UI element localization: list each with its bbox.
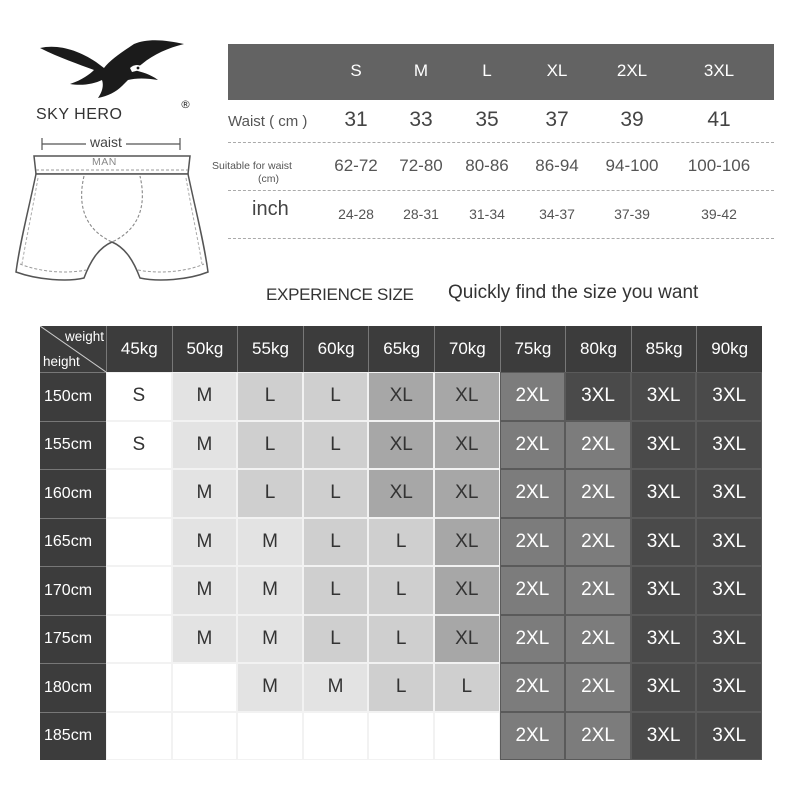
inch-cell: 34-37 xyxy=(539,206,575,222)
size-cell: 2XL xyxy=(500,469,566,518)
height-axis-label: height xyxy=(43,354,80,369)
size-cell: M xyxy=(303,663,369,712)
size-cell: 2XL xyxy=(500,566,566,615)
size-cell: XL xyxy=(434,615,500,664)
height-header: 165cm xyxy=(40,518,106,567)
size-cell: L xyxy=(303,372,369,421)
divider-1 xyxy=(228,142,774,143)
size-cell: L xyxy=(368,518,434,567)
weight-header: 90kg xyxy=(696,326,762,372)
waist-label: waist xyxy=(86,134,126,150)
size-header-s: S xyxy=(350,61,362,80)
size-cell: XL xyxy=(368,372,434,421)
size-header-l: L xyxy=(482,61,492,80)
size-cell: XL xyxy=(434,372,500,421)
suitable-waist-cell: 62-72 xyxy=(334,156,378,175)
size-cell: 3XL xyxy=(696,372,762,421)
size-cell: L xyxy=(368,566,434,615)
size-cell: 3XL xyxy=(631,712,697,761)
size-cell: 3XL xyxy=(565,372,631,421)
suitable-waist-cell: 86-94 xyxy=(535,156,579,175)
size-cell: M xyxy=(237,663,303,712)
size-cell: L xyxy=(303,615,369,664)
experience-subtitle: Quickly find the size you want xyxy=(448,282,699,303)
size-cell: M xyxy=(172,615,238,664)
size-cell xyxy=(106,712,172,761)
inch-cell: 28-31 xyxy=(403,206,439,222)
size-cell: 3XL xyxy=(631,663,697,712)
size-cell: L xyxy=(303,421,369,470)
size-cell: 2XL xyxy=(565,712,631,761)
inch-cell: 31-34 xyxy=(469,206,505,222)
weight-header: 65kg xyxy=(368,326,434,372)
size-cell xyxy=(106,518,172,567)
size-cell: XL xyxy=(368,421,434,470)
size-cell: L xyxy=(237,469,303,518)
experience-size-grid xyxy=(40,326,762,760)
size-header-xl: XL xyxy=(546,61,568,80)
size-cell xyxy=(172,663,238,712)
registered-mark: ® xyxy=(180,98,191,111)
size-cell: 3XL xyxy=(631,518,697,567)
size-cell: 2XL xyxy=(565,615,631,664)
size-cell: 3XL xyxy=(696,712,762,761)
size-cell: XL xyxy=(434,421,500,470)
size-cell: 2XL xyxy=(565,421,631,470)
size-header-m: M xyxy=(413,61,429,80)
size-cell: XL xyxy=(434,518,500,567)
size-cell: 3XL xyxy=(631,615,697,664)
size-cell xyxy=(106,615,172,664)
height-header: 155cm xyxy=(40,421,106,470)
size-cell: XL xyxy=(434,469,500,518)
divider-2 xyxy=(228,190,774,191)
weight-header: 60kg xyxy=(303,326,369,372)
size-cell xyxy=(106,663,172,712)
size-cell: L xyxy=(303,469,369,518)
size-cell: M xyxy=(237,615,303,664)
size-cell: 2XL xyxy=(500,372,566,421)
size-cell: 2XL xyxy=(500,712,566,761)
size-cell: XL xyxy=(434,566,500,615)
waist-cell: 35 xyxy=(475,108,499,131)
weight-header: 70kg xyxy=(434,326,500,372)
size-cell: 3XL xyxy=(696,421,762,470)
height-header: 170cm xyxy=(40,566,106,615)
size-cell: M xyxy=(172,518,238,567)
suitable-waist-cell: 80-86 xyxy=(465,156,509,175)
size-cell: 3XL xyxy=(696,518,762,567)
weight-header: 80kg xyxy=(565,326,631,372)
waist-cell: 37 xyxy=(545,108,569,131)
waist-cell: 41 xyxy=(707,108,731,131)
height-header: 175cm xyxy=(40,615,106,664)
size-cell: L xyxy=(237,372,303,421)
size-cell: 3XL xyxy=(696,469,762,518)
size-cell: L xyxy=(368,615,434,664)
weight-axis-label: weight xyxy=(64,329,104,344)
suitable-row-label-1: Suitable for waist xyxy=(212,160,292,172)
weight-header: 85kg xyxy=(631,326,697,372)
size-cell: S xyxy=(106,421,172,470)
size-cell xyxy=(106,469,172,518)
size-cell xyxy=(368,712,434,761)
weight-header: 45kg xyxy=(106,326,172,372)
size-cell: 2XL xyxy=(565,518,631,567)
weight-header: 75kg xyxy=(500,326,566,372)
size-cell: L xyxy=(303,518,369,567)
weight-header: 55kg xyxy=(237,326,303,372)
eagle-logo-icon xyxy=(38,38,188,100)
waist-cell: 33 xyxy=(409,108,433,131)
inch-cell: 24-28 xyxy=(338,206,374,222)
suitable-waist-cell: 100-106 xyxy=(687,156,751,175)
waist-cell: 39 xyxy=(620,108,644,131)
height-header: 185cm xyxy=(40,712,106,761)
size-cell: M xyxy=(172,469,238,518)
size-cell: 2XL xyxy=(500,421,566,470)
suitable-row-label-2: (cm) xyxy=(258,173,279,185)
size-cell: 3XL xyxy=(696,663,762,712)
size-cell xyxy=(303,712,369,761)
divider-3 xyxy=(228,238,774,239)
size-cell: L xyxy=(237,421,303,470)
size-cell: S xyxy=(106,372,172,421)
size-header-3xl: 3XL xyxy=(703,61,735,80)
size-cell: M xyxy=(172,372,238,421)
size-header-2xl: 2XL xyxy=(616,61,648,80)
grid-corner xyxy=(40,326,106,372)
size-cell: 3XL xyxy=(631,469,697,518)
size-cell: 2XL xyxy=(500,518,566,567)
size-cell xyxy=(237,712,303,761)
inch-cell: 37-39 xyxy=(614,206,650,222)
experience-title: EXPERIENCE SIZE xyxy=(266,285,414,304)
waist-cell: 31 xyxy=(344,108,368,131)
underwear-diagram xyxy=(8,132,218,287)
waist-row-label: Waist ( cm ) xyxy=(228,113,308,130)
size-cell: 2XL xyxy=(565,469,631,518)
brand-name: SKY HERO xyxy=(36,106,123,123)
size-cell: 2XL xyxy=(500,663,566,712)
height-header: 180cm xyxy=(40,663,106,712)
brand-logo xyxy=(30,38,200,133)
size-cell: L xyxy=(368,663,434,712)
size-cell: 3XL xyxy=(631,421,697,470)
size-cell: M xyxy=(172,421,238,470)
size-cell: 3XL xyxy=(696,615,762,664)
height-header: 150cm xyxy=(40,372,106,421)
size-cell xyxy=(106,566,172,615)
size-cell: M xyxy=(237,518,303,567)
size-cell: 3XL xyxy=(631,566,697,615)
size-cell: 3XL xyxy=(696,566,762,615)
size-cell: 2XL xyxy=(565,566,631,615)
size-cell xyxy=(172,712,238,761)
size-header-row xyxy=(228,44,774,100)
size-cell: L xyxy=(434,663,500,712)
waistband-label: MAN xyxy=(92,156,117,168)
size-cell: L xyxy=(303,566,369,615)
size-cell: M xyxy=(172,566,238,615)
inch-cell: 39-42 xyxy=(701,206,737,222)
suitable-waist-cell: 72-80 xyxy=(399,156,443,175)
size-cell: 2XL xyxy=(500,615,566,664)
size-cell: 2XL xyxy=(565,663,631,712)
inch-row-label: inch xyxy=(252,198,289,220)
size-cell: XL xyxy=(368,469,434,518)
height-header: 160cm xyxy=(40,469,106,518)
size-cell: 3XL xyxy=(631,372,697,421)
size-cell: M xyxy=(237,566,303,615)
size-cell xyxy=(434,712,500,761)
weight-header: 50kg xyxy=(172,326,238,372)
suitable-waist-cell: 94-100 xyxy=(605,156,659,175)
